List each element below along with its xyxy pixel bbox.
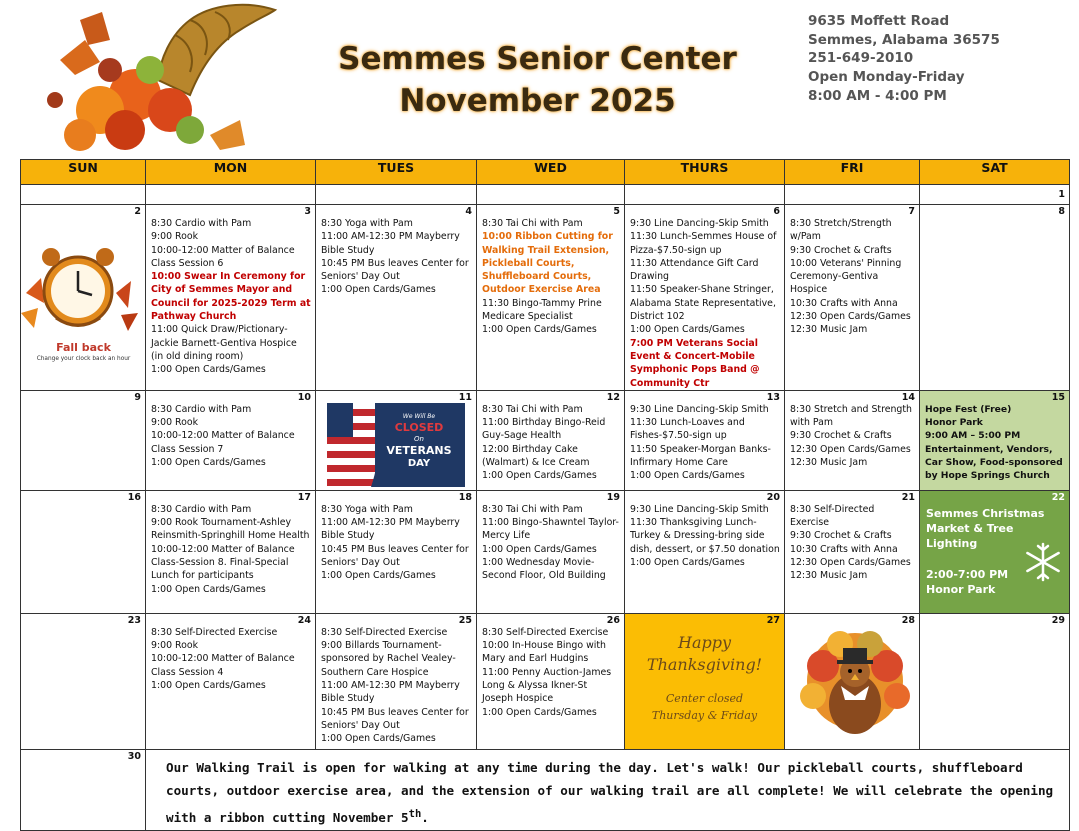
veterans-day-closed-banner: [327, 403, 465, 487]
event: 8:30 Stretch/Strength w/Pam: [790, 218, 892, 243]
event-list: [316, 503, 476, 583]
day-number: 7: [908, 206, 915, 217]
thanksgiving-greeting-1: Happy: [677, 632, 731, 652]
address-phone: 251-649-2010: [808, 50, 914, 67]
event-highlight: 10:00 Ribbon Cutting for Walking Trail Extension, Pickleball Courts, Shuffleboard Courts, Outdoor Exercise Area: [482, 231, 613, 296]
day-cell-2: [21, 205, 146, 391]
event: 1:00 Open Cards/Games: [630, 324, 745, 336]
event: 8:30 Self-Directed Exercise: [482, 626, 609, 638]
event: 12:30 Music Jam: [790, 570, 868, 582]
thanksgiving-greeting-2: Thanksgiving!: [646, 654, 763, 674]
center-address: [808, 12, 1068, 106]
event: 8:30 Cardio with Pam: [151, 403, 252, 415]
event: 12:30 Music Jam: [790, 457, 868, 469]
address-hours: 8:00 AM - 4:00 PM: [808, 87, 947, 104]
title-month: November 2025: [399, 83, 676, 119]
event: 10:00 In-House Bingo with Mary and Earl Hudgins: [482, 640, 606, 665]
day-cell-1: [920, 185, 1070, 205]
day-number: 4: [465, 206, 472, 217]
day-cell-8: [920, 205, 1070, 391]
event: 11:00 AM-12:30 PM Mayberry Bible Study: [321, 231, 460, 256]
day-number: 29: [1051, 614, 1065, 626]
day-number: 13: [766, 391, 780, 403]
day-number: 28: [901, 614, 915, 626]
day-number: 12: [606, 391, 620, 403]
day-cell-13: [625, 390, 785, 490]
page-title: [300, 38, 775, 122]
event: 1:00 Open Cards/Games: [321, 733, 436, 745]
day-number: 1: [1058, 189, 1065, 200]
event: Entertainment, Vendors, Car Show, Food-sponsored by Hope Springs Church: [925, 443, 1063, 482]
center-closed-note-2: Thursday & Friday: [651, 708, 758, 722]
event: 8:30 Tai Chi with Pam: [482, 503, 583, 515]
day-cell-10: [146, 390, 316, 490]
event-list: [785, 403, 919, 469]
weekday-tue: TUES: [316, 160, 477, 185]
day-number: 2: [134, 206, 141, 217]
walking-trail-announcement: [146, 749, 1070, 830]
day-number: 19: [606, 491, 620, 503]
event: 11:50 Speaker-Morgan Banks-Infirmary Home Care: [630, 443, 771, 469]
event-list: [146, 217, 315, 377]
event: 9:00 Billards Tournament-sponsored by Rachel Vealey-Southern Care Hospice: [321, 640, 456, 678]
event: 1:00 Open Cards/Games: [482, 706, 597, 718]
event: 11:00 Penny Auction-James Long & Alyssa Ikner-St Joseph Hospice: [482, 666, 612, 705]
snowflake-icon: [1022, 541, 1064, 583]
event: 11:30 Attendance Gift Card Drawing: [630, 257, 759, 283]
day-number: 17: [297, 491, 311, 503]
event: 1:00 Open Cards/Games: [482, 543, 597, 555]
event: 12:30 Open Cards/Games: [790, 311, 911, 323]
day-number: 11: [458, 391, 472, 403]
event-list: [477, 626, 624, 719]
weekday-sat: SAT: [920, 160, 1070, 185]
day-number: 25: [458, 614, 472, 626]
event: 9:30 Crochet & Crafts: [790, 530, 892, 542]
day-cell-7: [785, 205, 920, 391]
event: 10:00 Veterans' Pinning Ceremony-Gentiva Hospice: [790, 257, 902, 296]
event: 8:30 Yoga with Pam: [321, 503, 413, 515]
day-number: 21: [901, 491, 915, 503]
day-cell-25: [316, 613, 477, 749]
event-list: [625, 403, 784, 483]
event: 9:00 Rook: [151, 231, 199, 243]
day-cell-28: [785, 613, 920, 749]
event-list: [920, 403, 1069, 483]
weekday-header-row: [21, 160, 1070, 185]
empty-cell: [477, 185, 625, 205]
event: 11:00 Bingo-Shawntel Taylor-Mercy Life: [482, 517, 619, 542]
event: 1:00 Open Cards/Games: [151, 364, 266, 376]
day-cell-30: [21, 749, 146, 830]
event: 9:30 Line Dancing-Skip Smith: [630, 403, 769, 415]
event: 8:30 Tai Chi with Pam: [482, 218, 583, 229]
calendar-grid: [20, 159, 1070, 831]
event-list: [316, 217, 476, 297]
address-open-days: Open Monday-Friday: [808, 69, 965, 86]
day-cell-9: [21, 390, 146, 490]
day-number: 20: [766, 491, 780, 503]
day-number: 10: [297, 391, 311, 403]
event: Hope Fest (Free): [925, 403, 1012, 415]
address-street: 9635 Moffett Road: [808, 13, 950, 29]
event-list: [625, 217, 784, 390]
day-number: 8: [1058, 206, 1065, 217]
event: 9:00 Rook Tournament-Ashley Reinsmith-Springhill Home Health: [151, 517, 310, 542]
empty-cell: [21, 185, 146, 205]
event: 1:00 Open Cards/Games: [151, 680, 266, 692]
event-list: [316, 626, 476, 746]
fall-back-title: Fall back: [56, 341, 111, 354]
announcement-text: [146, 750, 1069, 830]
event-list: [146, 503, 315, 596]
vet-day-text-2: DAY: [407, 457, 431, 469]
day-number: 15: [1051, 391, 1065, 403]
event: 10:45 PM Bus leaves Center for Seniors' Day Out: [321, 543, 469, 569]
event: 9:30 Line Dancing-Skip Smith: [630, 218, 769, 229]
event-list: [146, 626, 315, 692]
event: 8:30 Tai Chi with Pam: [482, 403, 583, 415]
day-cell-14: [785, 390, 920, 490]
event: 10:30 Crafts with Anna: [790, 297, 898, 309]
event-list: [625, 503, 784, 569]
event: 12:30 Music Jam: [790, 324, 868, 336]
week-row-3: [21, 490, 1070, 613]
event: 12:30 Open Cards/Games: [790, 443, 911, 455]
event: 10:45 PM Bus leaves Center for Seniors' Day Out: [321, 257, 469, 283]
day-cell-18: [316, 490, 477, 613]
day-cell-23: [21, 613, 146, 749]
event-list: [146, 403, 315, 469]
day-cell-17: [146, 490, 316, 613]
day-cell-5: [477, 205, 625, 391]
week-row-0: [21, 185, 1070, 205]
event: 8:30 Stretch and Strength with Pam: [790, 403, 912, 429]
empty-cell: [146, 185, 316, 205]
event: 1:00 Open Cards/Games: [630, 557, 745, 569]
event: 1:00 Open Cards/Games: [321, 284, 436, 296]
event: 1:00 Wednesday Movie-Second Floor, Old Building: [482, 557, 606, 582]
event: 11:30 Thanksgiving Lunch-Turkey & Dressing-bring side dish, dessert, or $7.50 donation: [630, 517, 780, 555]
announcement-main: Our Walking Trail is open for walking at any time during the day. Let's walk! Our pickleball courts, shuffleboard courts, outdoor exercise area, and the extension of our walking trail are all complete! We will celebrate the opening with a ribbon cutting November 5: [166, 759, 1054, 826]
address-city: Semmes, Alabama 36575: [808, 31, 1000, 48]
event: 11:00 AM-12:30 PM Mayberry Bible Study: [321, 517, 460, 542]
day-cell-16: [21, 490, 146, 613]
event: 9:30 Crochet & Crafts: [790, 244, 892, 256]
event: 8:30 Cardio with Pam: [151, 503, 252, 515]
event: 1:00 Open Cards/Games: [630, 470, 745, 482]
christmas-market-place: Honor Park: [926, 582, 996, 596]
event: 10:30 Crafts with Anna: [790, 543, 898, 555]
event-highlight: 7:00 PM Veterans Social Event & Concert-Mobile Symphonic Pops Band @ Community Ctr: [630, 337, 760, 389]
day-cell-27-thanksgiving: [625, 613, 785, 749]
announcement-ordinal: th: [408, 807, 422, 820]
day-cell-26: [477, 613, 625, 749]
event-list: [477, 217, 624, 337]
week-row-5: [21, 749, 1070, 830]
vet-on-text: On: [414, 434, 424, 443]
day-number: 23: [127, 614, 141, 626]
event: 1:00 Open Cards/Games: [482, 470, 597, 482]
event: 10:00-12:00 Matter of Balance Class Session 4: [151, 653, 295, 678]
event: 10:00-12:00 Matter of Balance Class Session 6: [151, 244, 295, 269]
day-number: 26: [606, 614, 620, 626]
event: Honor Park: [925, 417, 983, 429]
day-cell-12: [477, 390, 625, 490]
event: 8:30 Yoga with Pam: [321, 218, 413, 229]
event: 11:30 Lunch-Semmes House of Pizza-$7.50-sign up: [630, 231, 777, 256]
event: 9:30 Crochet & Crafts: [790, 430, 892, 442]
event: 10:00-12:00 Matter of Balance Class-Session 8. Final-Special Lunch for participants: [151, 543, 295, 582]
day-cell-4: [316, 205, 477, 391]
week-row-1: [21, 205, 1070, 391]
day-number: 30: [127, 750, 141, 762]
event: 11:00 Quick Draw/Pictionary-Jackie Barnett-Gentiva Hospice (in old dining room): [151, 324, 297, 362]
day-number: 5: [613, 206, 620, 217]
day-cell-6: [625, 205, 785, 391]
center-closed-note-1: Center closed: [665, 691, 744, 705]
event: 1:00 Open Cards/Games: [321, 570, 436, 582]
day-cell-24: [146, 613, 316, 749]
empty-cell: [785, 185, 920, 205]
fall-back-subtitle: Change your clock back an hour: [36, 356, 131, 362]
event-list: [477, 503, 624, 583]
day-number: 24: [297, 614, 311, 626]
event: 8:30 Cardio with Pam: [151, 218, 252, 229]
event: 11:30 Bingo-Tammy Prine Medicare Specialist: [482, 297, 602, 323]
weekday-sun: SUN: [21, 160, 146, 185]
event-highlight: 10:00 Swear In Ceremony for City of Semmes Mayor and Council for 2025-2029 Term at Pathway Church: [151, 271, 311, 323]
empty-cell: [316, 185, 477, 205]
event: 1:00 Open Cards/Games: [482, 324, 597, 336]
event: 11:00 Birthday Bingo-Reid Guy-Sage Health: [482, 417, 606, 442]
event: 9:00 Rook: [151, 640, 199, 652]
weekday-wed: WED: [477, 160, 625, 185]
day-number: 22: [1051, 491, 1065, 503]
event: 1:00 Open Cards/Games: [151, 457, 266, 469]
empty-cell: [625, 185, 785, 205]
day-number: 14: [901, 391, 915, 403]
vet-closed-text: CLOSED: [394, 420, 444, 434]
day-cell-21: [785, 490, 920, 613]
christmas-market-title: Semmes Christmas Market & Tree Lighting: [926, 506, 1045, 550]
day-cell-29: [920, 613, 1070, 749]
event: 12:30 Open Cards/Games: [790, 557, 911, 569]
event: 1:00 Open Cards/Games: [151, 583, 266, 595]
weekday-fri: FRI: [785, 160, 920, 185]
event: 10:00-12:00 Matter of Balance Class Session 7: [151, 430, 295, 455]
event: 11:30 Lunch-Loaves and Fishes-$7.50-sign up: [630, 417, 745, 442]
week-row-2: [21, 390, 1070, 490]
vet-small-text: We Will Be: [402, 412, 436, 420]
day-number: 27: [766, 614, 780, 626]
event: 11:00 AM-12:30 PM Mayberry Bible Study: [321, 680, 460, 705]
event: 9:30 Line Dancing-Skip Smith: [630, 503, 769, 515]
vet-day-text-1: VETERANS: [386, 443, 452, 457]
page-header: [0, 0, 1079, 160]
event: 10:45 PM Bus leaves Center for Seniors' Day Out: [321, 706, 469, 731]
day-number: 6: [773, 206, 780, 217]
christmas-market-time: 2:00-7:00 PM: [926, 567, 1009, 581]
event: 9:00 Rook: [151, 417, 199, 429]
turkey-icon: [795, 626, 915, 744]
day-number: 18: [458, 491, 472, 503]
alarm-clock-icon: [21, 233, 142, 338]
cornucopia-illustration: [40, 0, 285, 155]
weekday-thu: THURS: [625, 160, 785, 185]
announcement-end: .: [421, 810, 429, 826]
event-list: [477, 403, 624, 483]
day-number: 9: [134, 391, 141, 403]
week-row-4: [21, 613, 1070, 749]
day-cell-3: [146, 205, 316, 391]
day-cell-11: [316, 390, 477, 490]
weekday-mon: MON: [146, 160, 316, 185]
day-number: 16: [127, 491, 141, 503]
day-cell-19: [477, 490, 625, 613]
event-list: [785, 217, 919, 337]
day-cell-15-hope-fest: [920, 390, 1070, 490]
title-center-name: Semmes Senior Center: [338, 41, 737, 77]
event: 8:30 Self-Directed Exercise: [790, 503, 875, 529]
event: 8:30 Self-Directed Exercise: [151, 626, 278, 638]
event-list: [785, 503, 919, 583]
event: 11:50 Speaker-Shane Stringer, Alabama State Representative, District 102: [630, 284, 776, 323]
day-cell-22-christmas-market: [920, 490, 1070, 613]
event: 9:00 AM – 5:00 PM: [925, 430, 1021, 442]
day-number: 3: [304, 206, 311, 217]
day-cell-20: [625, 490, 785, 613]
event: 12:00 Birthday Cake (Walmart) & Ice Cream: [482, 443, 590, 469]
event: 8:30 Self-Directed Exercise: [321, 626, 448, 638]
fall-back-graphic: [21, 217, 145, 362]
